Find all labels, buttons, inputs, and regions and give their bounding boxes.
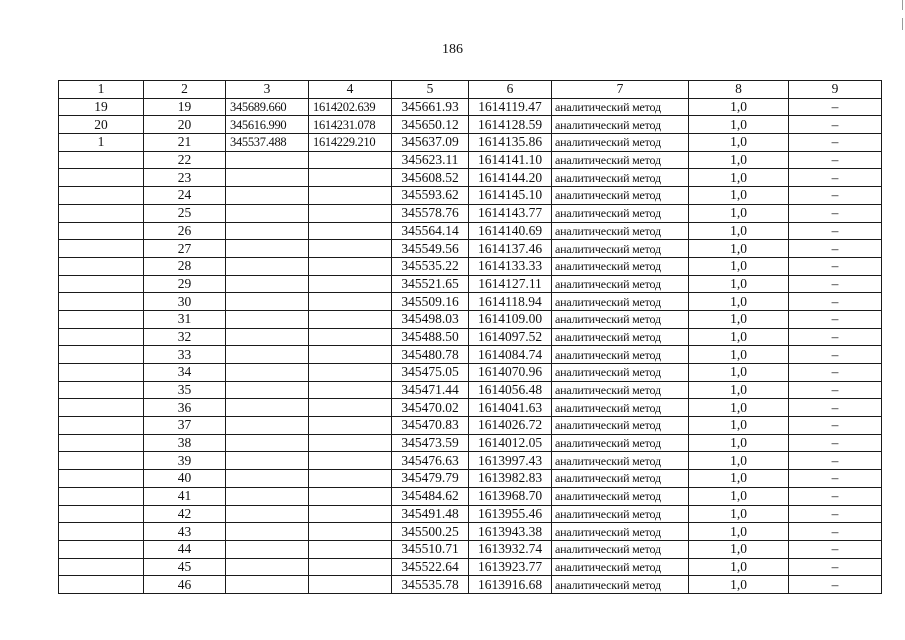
table-row (59, 540, 882, 558)
table-cell: 1614041.63 (469, 399, 552, 417)
table-cell: – (789, 98, 882, 116)
table-cell: 1613916.68 (469, 576, 552, 594)
table-cell (309, 169, 392, 187)
table-cell (309, 346, 392, 364)
table-cell: 24 (144, 187, 226, 205)
table-cell (59, 470, 144, 488)
table-cell: 1614056.48 (469, 381, 552, 399)
table-cell (59, 169, 144, 187)
table-cell: аналитический метод (552, 523, 689, 541)
table-cell: 345509.16 (392, 293, 469, 311)
table-cell: – (789, 505, 882, 523)
table-cell: 345689.660 (226, 98, 309, 116)
table-cell: 345637.09 (392, 134, 469, 152)
table-row (59, 452, 882, 470)
table-cell (59, 257, 144, 275)
table-cell: аналитический метод (552, 222, 689, 240)
table-cell (309, 187, 392, 205)
margin-mark (902, 18, 903, 30)
table-cell: 345593.62 (392, 187, 469, 205)
table-cell: – (789, 116, 882, 134)
table-cell: 345470.02 (392, 399, 469, 417)
table-row (59, 470, 882, 488)
table-cell: 44 (144, 540, 226, 558)
table-cell: 1,0 (689, 523, 789, 541)
table-cell (309, 257, 392, 275)
table-cell (309, 558, 392, 576)
table-cell (309, 399, 392, 417)
table-cell: 40 (144, 470, 226, 488)
table-cell: аналитический метод (552, 98, 689, 116)
table-cell (59, 399, 144, 417)
table-row (59, 310, 882, 328)
table-cell (59, 487, 144, 505)
table-cell (309, 487, 392, 505)
table-cell (309, 576, 392, 594)
table-cell: 30 (144, 293, 226, 311)
table-cell (226, 434, 309, 452)
table-cell (59, 275, 144, 293)
table-cell: 345480.78 (392, 346, 469, 364)
table-cell: 1,0 (689, 576, 789, 594)
table-cell: 345549.56 (392, 240, 469, 258)
table-cell: 25 (144, 204, 226, 222)
table-row (59, 134, 882, 152)
table-cell: – (789, 576, 882, 594)
table-cell (226, 381, 309, 399)
table-cell: 1,0 (689, 187, 789, 205)
table-cell (226, 257, 309, 275)
table-cell (226, 505, 309, 523)
table-cell: 1614133.33 (469, 257, 552, 275)
table-cell: 1614026.72 (469, 417, 552, 435)
table-cell: 1614135.86 (469, 134, 552, 152)
table-row (59, 399, 882, 417)
table-cell: 345476.63 (392, 452, 469, 470)
table-cell (226, 222, 309, 240)
table-row (59, 275, 882, 293)
table-cell: 1,0 (689, 151, 789, 169)
table-cell (309, 240, 392, 258)
table-cell: – (789, 364, 882, 382)
table-cell: 46 (144, 576, 226, 594)
table-cell: – (789, 134, 882, 152)
table-cell (309, 381, 392, 399)
table-cell: аналитический метод (552, 240, 689, 258)
table-cell: 1613955.46 (469, 505, 552, 523)
table-cell (226, 558, 309, 576)
table-cell: 41 (144, 487, 226, 505)
table-cell: 1,0 (689, 452, 789, 470)
table-cell: 20 (59, 116, 144, 134)
table-cell: аналитический метод (552, 257, 689, 275)
table-cell (226, 151, 309, 169)
table-cell: 1,0 (689, 487, 789, 505)
table-cell: – (789, 346, 882, 364)
table-cell (309, 328, 392, 346)
table-cell: аналитический метод (552, 310, 689, 328)
table-cell: 32 (144, 328, 226, 346)
table-cell: 1,0 (689, 399, 789, 417)
table-row (59, 576, 882, 594)
table-cell (59, 558, 144, 576)
table-cell (309, 151, 392, 169)
table-cell: 345500.25 (392, 523, 469, 541)
table-cell (226, 293, 309, 311)
table-cell: 20 (144, 116, 226, 134)
table-cell (309, 293, 392, 311)
table-cell (226, 169, 309, 187)
table-cell: 1,0 (689, 275, 789, 293)
column-header: 1 (59, 81, 144, 99)
table-cell: 345473.59 (392, 434, 469, 452)
table-cell: 39 (144, 452, 226, 470)
table-cell: аналитический метод (552, 364, 689, 382)
table-cell: 1614145.10 (469, 187, 552, 205)
column-header: 4 (309, 81, 392, 99)
table-cell: 1,0 (689, 434, 789, 452)
table-cell: аналитический метод (552, 116, 689, 134)
table-header-row (59, 81, 882, 99)
table-cell: 345661.93 (392, 98, 469, 116)
table-cell: 38 (144, 434, 226, 452)
table-cell: аналитический метод (552, 275, 689, 293)
table-cell: 1,0 (689, 417, 789, 435)
table-cell: 1614109.00 (469, 310, 552, 328)
table-cell (59, 204, 144, 222)
table-cell (59, 540, 144, 558)
table-cell: аналитический метод (552, 540, 689, 558)
table-cell: – (789, 470, 882, 488)
table-cell: 345608.52 (392, 169, 469, 187)
table-cell: 21 (144, 134, 226, 152)
table-cell: 345491.48 (392, 505, 469, 523)
table-row (59, 257, 882, 275)
column-header: 8 (689, 81, 789, 99)
table-cell: 345564.14 (392, 222, 469, 240)
table-row (59, 346, 882, 364)
table-cell: аналитический метод (552, 134, 689, 152)
table-cell: 33 (144, 346, 226, 364)
table-cell (309, 452, 392, 470)
table-row (59, 558, 882, 576)
table-cell: аналитический метод (552, 187, 689, 205)
table-cell (309, 364, 392, 382)
table-cell: 23 (144, 169, 226, 187)
table-cell (226, 487, 309, 505)
table-row (59, 417, 882, 435)
table-cell: 1614144.20 (469, 169, 552, 187)
table-cell: – (789, 222, 882, 240)
table-cell: 1,0 (689, 470, 789, 488)
table-cell: 27 (144, 240, 226, 258)
table-cell: – (789, 169, 882, 187)
table-cell (59, 505, 144, 523)
table-cell: аналитический метод (552, 151, 689, 169)
table-cell: 345521.65 (392, 275, 469, 293)
table-cell: аналитический метод (552, 169, 689, 187)
table-cell (309, 470, 392, 488)
table-cell (59, 293, 144, 311)
table-cell: аналитический метод (552, 204, 689, 222)
table-cell (309, 310, 392, 328)
table-row (59, 187, 882, 205)
table-cell: 1,0 (689, 116, 789, 134)
table-cell (226, 399, 309, 417)
table-cell: 42 (144, 505, 226, 523)
table-cell (59, 328, 144, 346)
table-row (59, 222, 882, 240)
table-cell (59, 523, 144, 541)
table-cell: 35 (144, 381, 226, 399)
table-cell: 345623.11 (392, 151, 469, 169)
table-cell: 1614202.639 (309, 98, 392, 116)
table-cell: 345498.03 (392, 310, 469, 328)
table-cell: 1614143.77 (469, 204, 552, 222)
table-cell (309, 540, 392, 558)
table-cell (226, 310, 309, 328)
table-cell: аналитический метод (552, 381, 689, 399)
table-cell (309, 222, 392, 240)
table-cell (226, 417, 309, 435)
table-cell: 37 (144, 417, 226, 435)
table-cell: 28 (144, 257, 226, 275)
table-cell: 1614070.96 (469, 364, 552, 382)
table-cell (226, 346, 309, 364)
table-row (59, 116, 882, 134)
table-cell: 1613943.38 (469, 523, 552, 541)
table-cell: аналитический метод (552, 558, 689, 576)
table-cell: 1,0 (689, 381, 789, 399)
table-cell: 1614141.10 (469, 151, 552, 169)
table-cell: 345475.05 (392, 364, 469, 382)
table-cell (226, 240, 309, 258)
table-cell (226, 187, 309, 205)
table-cell: 1,0 (689, 98, 789, 116)
table-cell (309, 275, 392, 293)
table-cell (59, 434, 144, 452)
table-cell: 1614231.078 (309, 116, 392, 134)
table-cell: 345578.76 (392, 204, 469, 222)
table-cell: 1,0 (689, 310, 789, 328)
table-cell: 345510.71 (392, 540, 469, 558)
table-cell: 1614097.52 (469, 328, 552, 346)
table-cell (309, 434, 392, 452)
table-cell (59, 346, 144, 364)
column-header: 5 (392, 81, 469, 99)
table-cell: 43 (144, 523, 226, 541)
table-cell: 345616.990 (226, 116, 309, 134)
column-header: 6 (469, 81, 552, 99)
table-cell: 1,0 (689, 257, 789, 275)
table-row (59, 98, 882, 116)
column-header: 2 (144, 81, 226, 99)
table-cell: 1613932.74 (469, 540, 552, 558)
table-cell (309, 417, 392, 435)
table-cell (226, 328, 309, 346)
table-cell: 22 (144, 151, 226, 169)
table-cell: аналитический метод (552, 576, 689, 594)
table-cell: – (789, 310, 882, 328)
table-cell: – (789, 452, 882, 470)
table-cell: 34 (144, 364, 226, 382)
table-cell: аналитический метод (552, 399, 689, 417)
table-cell: – (789, 187, 882, 205)
table-cell: 19 (59, 98, 144, 116)
table-cell: 1,0 (689, 328, 789, 346)
table-cell: аналитический метод (552, 487, 689, 505)
table-cell: 1,0 (689, 364, 789, 382)
table-cell (226, 204, 309, 222)
table-cell (309, 505, 392, 523)
table-cell (59, 187, 144, 205)
margin-mark (902, 0, 903, 10)
table-cell: 36 (144, 399, 226, 417)
table-cell: 1,0 (689, 293, 789, 311)
table-cell: – (789, 540, 882, 558)
table-cell: 1614127.11 (469, 275, 552, 293)
table-cell: 1,0 (689, 240, 789, 258)
page-number: 186 (442, 42, 463, 57)
table-cell: 1 (59, 134, 144, 152)
table-cell: аналитический метод (552, 434, 689, 452)
column-header: 7 (552, 81, 689, 99)
table-cell: аналитический метод (552, 293, 689, 311)
table-cell (59, 364, 144, 382)
table-cell: – (789, 558, 882, 576)
table-cell: 1,0 (689, 204, 789, 222)
table-cell (226, 470, 309, 488)
table-row (59, 434, 882, 452)
table-cell: 1614118.94 (469, 293, 552, 311)
table-cell (59, 417, 144, 435)
table-cell: 1,0 (689, 505, 789, 523)
table-cell: – (789, 523, 882, 541)
table-cell: 1614128.59 (469, 116, 552, 134)
table-cell: аналитический метод (552, 505, 689, 523)
table-cell: 345479.79 (392, 470, 469, 488)
table-cell: аналитический метод (552, 470, 689, 488)
table-cell: аналитический метод (552, 452, 689, 470)
table-row (59, 364, 882, 382)
table-cell: 1614229.210 (309, 134, 392, 152)
table-cell (226, 275, 309, 293)
table-row (59, 523, 882, 541)
table-row (59, 240, 882, 258)
table-cell: – (789, 293, 882, 311)
table-cell: – (789, 487, 882, 505)
table-cell (309, 523, 392, 541)
table-cell: 31 (144, 310, 226, 328)
table-row (59, 328, 882, 346)
table-cell: – (789, 328, 882, 346)
table-row (59, 381, 882, 399)
table-cell: 1614084.74 (469, 346, 552, 364)
table-row (59, 204, 882, 222)
table-cell: 1614140.69 (469, 222, 552, 240)
table-cell: 345522.64 (392, 558, 469, 576)
table-row (59, 487, 882, 505)
table-cell: 1614137.46 (469, 240, 552, 258)
table-cell (59, 381, 144, 399)
table-cell: 1614119.47 (469, 98, 552, 116)
table-cell: – (789, 204, 882, 222)
table-cell: – (789, 257, 882, 275)
table-cell: – (789, 151, 882, 169)
table-cell: 1614012.05 (469, 434, 552, 452)
table-cell: 1,0 (689, 169, 789, 187)
table-cell: 345650.12 (392, 116, 469, 134)
table-cell (59, 452, 144, 470)
table-cell (59, 222, 144, 240)
table-cell: – (789, 381, 882, 399)
table-cell: 345535.22 (392, 257, 469, 275)
coordinates-table (58, 80, 882, 594)
table-cell: 345470.83 (392, 417, 469, 435)
table-cell (226, 523, 309, 541)
table-cell: – (789, 275, 882, 293)
table-cell (59, 151, 144, 169)
table-cell: 26 (144, 222, 226, 240)
table-cell: 345488.50 (392, 328, 469, 346)
table-cell: 345484.62 (392, 487, 469, 505)
table-cell: 1613968.70 (469, 487, 552, 505)
table-body (59, 81, 882, 594)
table-cell: 345471.44 (392, 381, 469, 399)
table-cell: 19 (144, 98, 226, 116)
table-cell (226, 364, 309, 382)
column-header: 3 (226, 81, 309, 99)
table-cell: – (789, 417, 882, 435)
table-cell: – (789, 240, 882, 258)
table-row (59, 293, 882, 311)
table-cell (59, 310, 144, 328)
table-cell: аналитический метод (552, 328, 689, 346)
table-cell: – (789, 434, 882, 452)
table-row (59, 505, 882, 523)
table-cell: 1,0 (689, 222, 789, 240)
table-row (59, 169, 882, 187)
table-cell: 29 (144, 275, 226, 293)
table-cell: 1613982.83 (469, 470, 552, 488)
table-cell: 1,0 (689, 134, 789, 152)
table-cell (226, 452, 309, 470)
table-cell: аналитический метод (552, 346, 689, 364)
table-cell (226, 540, 309, 558)
table-cell: аналитический метод (552, 417, 689, 435)
column-header: 9 (789, 81, 882, 99)
table-cell: 345537.488 (226, 134, 309, 152)
table-cell: 1,0 (689, 558, 789, 576)
table-cell (59, 240, 144, 258)
table-cell: 45 (144, 558, 226, 576)
table-cell (226, 576, 309, 594)
table-cell: 1613997.43 (469, 452, 552, 470)
table-cell: 345535.78 (392, 576, 469, 594)
table-cell: 1,0 (689, 346, 789, 364)
table-cell: – (789, 399, 882, 417)
table-row (59, 151, 882, 169)
table-cell (59, 576, 144, 594)
table-cell (309, 204, 392, 222)
table-cell: 1,0 (689, 540, 789, 558)
table-cell: 1613923.77 (469, 558, 552, 576)
